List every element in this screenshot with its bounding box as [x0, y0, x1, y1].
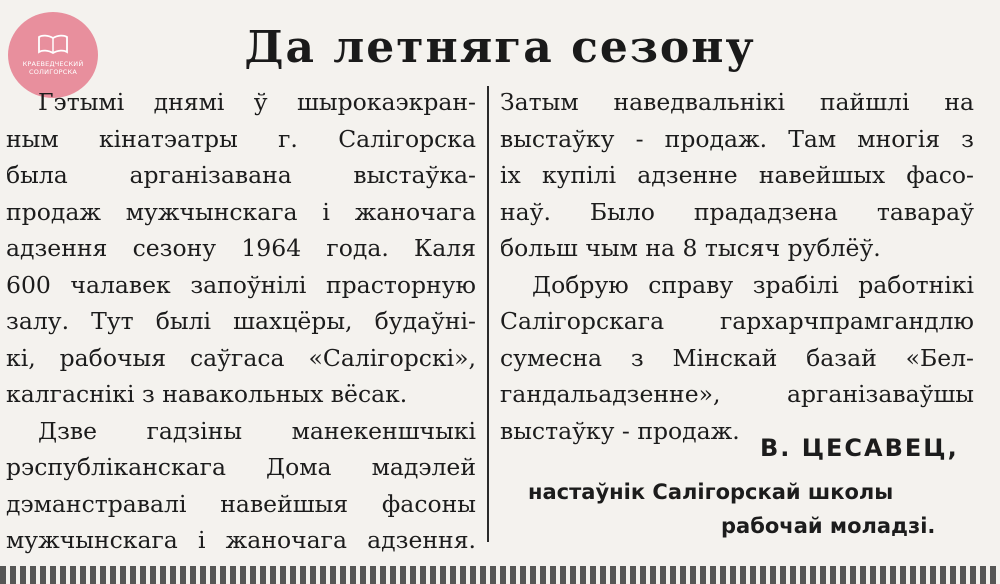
column-divider — [487, 86, 489, 542]
logo-text-line2: СОЛИГОРСКА — [28, 68, 77, 76]
text-line: сумесна з Мінскай базай «Бел- — [500, 343, 974, 372]
article-right-column — [500, 84, 974, 449]
text-line: дэманстравалі навейшыя фасоны — [6, 489, 476, 518]
text-line: Добрую справу зрабілі работнікі — [532, 270, 974, 299]
author-organization: рабочай моладзі. — [721, 514, 936, 538]
author-title: настаўнік Салігорскай школы — [528, 480, 894, 504]
text-line: продаж мужчынскага і жаночага — [6, 197, 476, 226]
text-line: была арганізавана выстаўка- — [6, 161, 476, 189]
text-line: мужчынскага і жаночага адзення. — [6, 526, 476, 554]
text-line: 600 чалавек запоўнілі прасторную — [6, 270, 476, 299]
logo-text-line1: КРАЕВЕДЧЕСКИЙ — [22, 60, 84, 68]
text-line: Салігорскага гархарчпрамгандлю — [500, 307, 974, 335]
text-line: рэспубліканскага Дома мадэлей — [6, 453, 476, 481]
text-line: Гэтымі днямі ў шырокаэкран- — [38, 88, 476, 116]
text-line: іх купілі адзенне навейшых фасо- — [500, 161, 974, 189]
text-line: выстаўку - продаж. Там многія з — [500, 124, 974, 153]
text-line: адзення сезону 1964 года. Каля — [6, 234, 476, 262]
text-line: выстаўку - продаж. — [500, 416, 740, 445]
article-left-column — [6, 84, 476, 559]
text-line: больш чым на 8 тысяч рублёў. — [500, 234, 881, 262]
decorative-border — [0, 566, 1000, 584]
text-line: калгаснікі з навакольных вёсак. — [6, 380, 408, 408]
text-line: кі, рабочыя саўгаса «Салігорскі», — [6, 343, 476, 372]
text-line: Дзве гадзіны манекеншчыкі — [38, 416, 476, 445]
text-line: ным кінатэатры г. Салігорска — [6, 124, 476, 153]
text-line: гандальадзенне», арганізаваўшы — [500, 380, 974, 408]
text-line: залу. Тут былі шахцёры, будаўні- — [6, 307, 476, 335]
text-line: наў. Было прададзена тавараў — [500, 197, 974, 226]
author-name: В. ЦЕСАВЕЦ, — [760, 434, 959, 462]
article-title: Да летняга сезону — [244, 22, 756, 73]
text-line: Затым наведвальнікі пайшлі на — [500, 88, 974, 116]
